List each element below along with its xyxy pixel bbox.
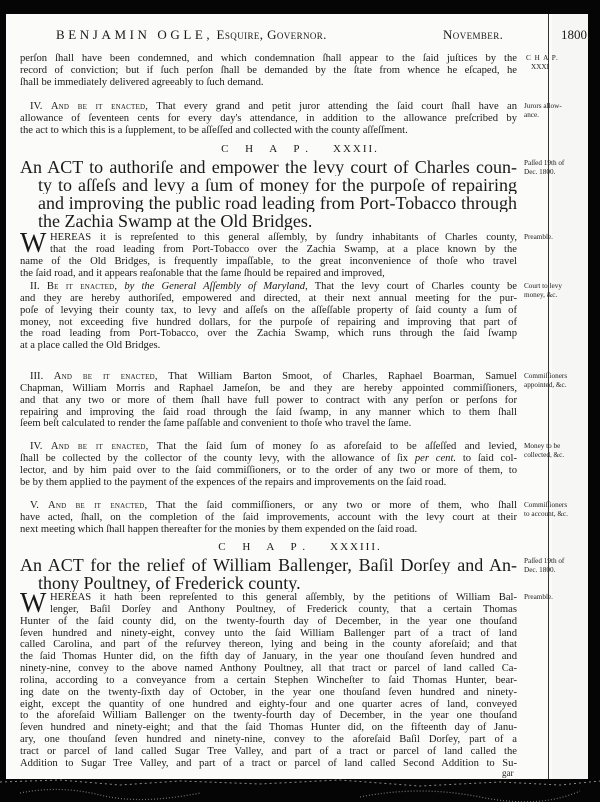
enacting-clause: And be it enacted,: [47, 500, 148, 511]
marginal-note-line: to account, &c.: [524, 510, 568, 518]
enacting-clause: Be it enacted,: [46, 281, 118, 292]
marginal-note-line: Dec. 1800.: [524, 168, 556, 176]
facing-page-edge: [552, 14, 591, 779]
governor-name: BENJAMIN OGLE,: [56, 27, 214, 42]
text-segment: IV.: [30, 441, 51, 452]
text-line: that the road leading from Port-Tobacco over the Zachia Swamp, at a place known by the: [50, 243, 517, 255]
paragraph-p-jurors: [20, 101, 517, 137]
text-line: tract or parcel of land called Sugar Tree Valley, and part of a tract or parcel of land called the: [20, 745, 517, 757]
chapter-heading: [0, 541, 600, 554]
header-year: 1800.: [561, 27, 591, 42]
running-header: [56, 27, 596, 43]
text-line: record of conviction; but if ſuch perſon ſhall be demanded by the ſtate from whence he eſcaped, he: [20, 64, 517, 76]
act-title: [20, 556, 517, 592]
marginal-note-line: Paſſed 19th of: [524, 557, 565, 565]
enacting-clause: And be it enacted,: [50, 441, 149, 452]
text-line: HEREAS it is repreſented to this general aſſembly, by ſundry inhabitants of Charles county,: [50, 232, 517, 243]
chapter-label: C H A P.: [221, 143, 315, 155]
torn-edge-texture: [0, 779, 600, 802]
text-line: name of the Old Bridges, is frequently impaſſable, to the great inconvenience of thoſe who travel: [20, 255, 517, 267]
marginal-note-line: Money to be: [524, 442, 561, 450]
marginal-note: [524, 54, 559, 72]
act-title: [20, 158, 517, 230]
text-line: called Carolina, and part of the reſurvey thereon, lying and being in the county aforeſaid; and that: [20, 639, 517, 651]
text-line: the ſaid Thomas Hunter did, on the fifth day of January, in the year one thouſand ſeven hundred and: [20, 651, 517, 663]
text-line: to the aforeſaid William Ballenger on the twenty-fourth day of December, in the year one thouſand: [20, 710, 517, 722]
text-line: perſon ſhall have been condemned, and which condemnation ſhall appear to the ſaid juſtices by the: [20, 53, 517, 64]
text-line: ninety-nine, convey to the above named Anthony Poultney, all that tract or parcel of land called Ca-: [20, 663, 517, 675]
marginal-note: [524, 501, 568, 519]
marginal-note: [524, 282, 562, 300]
marginal-note-line: Jurors allow-: [524, 102, 562, 110]
enacting-clause: And be it enacted,: [53, 371, 158, 382]
text-segment: That the levy court of Charles county be: [307, 281, 517, 292]
text-segment: That William Barton Smoot, of Charles, Raphael Boarman, Samuel: [157, 371, 517, 382]
paragraph-p-iv: [20, 441, 517, 488]
text-line: lector, and by him paid over to the ſaid commiſſioners, or to the order of any two or more of them, to: [20, 464, 517, 476]
paragraph-p-iii: [20, 371, 517, 430]
text-segment: That every grand and petit juror attending the ſaid court ſhall have an: [148, 101, 517, 112]
text-line: eight, except the quantity of one hundred and eighty-four and one quarter acres of land, conveyed: [20, 698, 517, 710]
title-line: thony Poultney, of Frederick county.: [38, 574, 301, 592]
text-line: lenger, Baſil Dorſey and Anthony Poultney, of Frederick county, that a certain Thomas: [50, 603, 517, 615]
title-line: the Zachia Swamp at the Old Bridges.: [38, 212, 313, 230]
text-line: Addition to Sugar Tree Valley, and part of a tract or parcel of land called Second Addition to Su-: [20, 757, 517, 769]
marginal-note-line: ance.: [524, 111, 539, 119]
text-line: and they are hereby authoriſed, empowered and directed, at their next annual meeting for the pur-: [20, 292, 517, 304]
title-line: and improving the public road leading from Port-Tobacco through: [38, 194, 517, 212]
text-line: [20, 371, 517, 383]
text-segment: That the ſaid ſum of money ſo as aforeſaid to be aſſeſſed and levied,: [148, 441, 517, 452]
text-line: ing date on the twenty-ſixth day of October, in the year one thouſand ſeven hundred and ninety-: [20, 686, 517, 698]
text-line: Chapman, William Morris and Raphael Jameſon, be and they are hereby appointed commiſſioners,: [20, 382, 517, 394]
text-line: rolina, according to a conveyance from a certain Stephen Wincheſter to ſaid Thomas Hunter, bear-: [20, 674, 517, 686]
chapter-heading: [0, 143, 600, 156]
text-line: have acted, ſhall, on the completion of the ſaid improvements, account with the levy court at their: [20, 511, 517, 523]
text-segment: ſhall be collected by the collector of the county levy, with the allowance of ſix: [20, 452, 415, 464]
text-line: [20, 101, 517, 113]
title-line: An ACT for the relief of William Ballenger, Baſil Dorſey and An-: [20, 556, 517, 574]
text-line: poſe of levying their county tax, to levy and aſſeſs on the aſſeſſable property of ſaid county a ſum of: [20, 304, 517, 316]
drop-cap: W: [20, 228, 47, 259]
drop-cap: W: [20, 588, 47, 619]
text-segment: V.: [30, 500, 48, 511]
paragraph-p-v: [20, 500, 517, 536]
text-line: repairing and improving the ſaid road through the ſaid ſwamp, in any manner which to them ſhall: [20, 406, 517, 418]
text-line: next meeting which ſhall happen thereafter for the monies by them expended on the ſaid road.: [20, 523, 418, 535]
paragraph-preamble-xxxiii: [20, 588, 517, 770]
paragraph-p-continued: [20, 53, 517, 89]
text-line: the act to which this is a ſupplement, to be aſſeſſed and collected with the county aſſeſſment.: [20, 124, 408, 136]
text-line: ſeven hundred and ninety-eight; and that the ſaid Thomas Hunter did, on the fifteenth day of Janu-: [20, 722, 517, 734]
text-line: ary, one thouſand ſeven hundred and ninety-nine, convey to the aforeſaid Baſil Dorſey, part of a: [20, 734, 517, 746]
marginal-note-line: Commiſſioners: [524, 372, 568, 380]
marginal-note-line: Dec. 1800.: [524, 566, 556, 574]
text-segment: IV.: [30, 101, 51, 112]
text-segment: That the ſaid commiſſioners, or any two or more of them, who ſhall: [147, 500, 517, 511]
text-line: be by them applied to the payment of the expences of the repairs and improvements on the ſaid road.: [20, 476, 447, 488]
catchword: gar: [502, 768, 514, 778]
text-line: money, not exceeding five hundred dollars, for the purpoſe of repairing and improving that part of: [20, 316, 517, 328]
text-line: [20, 281, 517, 293]
title-line: ty to aſſeſs and levy a ſum of money for the purpoſe of repairing: [38, 176, 517, 194]
italic-text: by the General Aſſembly of Maryland,: [124, 281, 308, 292]
text-line: the road leading from Port-Tobacco, over the Zachia Swamp, which runs through the ſaid ſwamp: [20, 328, 517, 340]
marginal-note: [524, 593, 553, 602]
marginal-note-line: Preamble.: [524, 233, 553, 241]
marginal-note: [524, 372, 567, 390]
chapter-label: C H A P.: [218, 541, 313, 553]
chapter-number: XXXIII.: [330, 541, 382, 553]
text-segment: II.: [30, 281, 47, 292]
text-segment: to ſaid col-: [456, 452, 517, 464]
marginal-note-line: collected, &c.: [524, 451, 565, 459]
text-line: ſhall be immediately delivered agreeably to ſuch demand.: [20, 76, 264, 88]
text-line: at a place called the Old Bridges.: [20, 340, 161, 352]
text-line: [20, 453, 517, 465]
italic-text: per cent.: [414, 452, 457, 464]
paragraph-preamble-xxxii: [20, 228, 517, 279]
text-line: [20, 441, 517, 453]
torn-bottom-edge: [0, 779, 600, 802]
text-line: and that any two or more of them ſhall have full power to contract with any perſon or perſons for: [20, 394, 517, 406]
governor-title: Esquire, Governor.: [216, 27, 327, 42]
marginal-note: [524, 159, 564, 177]
enacting-clause: And be it enacted,: [50, 101, 149, 112]
marginal-note: [524, 233, 553, 242]
text-line: HEREAS it hath been repreſented to this general aſſembly, by the petitions of William Bal-: [50, 592, 517, 603]
marginal-note-line: Preamble.: [524, 593, 553, 601]
text-segment: III.: [30, 371, 54, 382]
text-line: the ſaid road, and it appears reaſonable that the ſame ſhould be repaired and improved,: [20, 267, 385, 279]
page-fold-line: [548, 14, 549, 779]
marginal-note-line: appointed, &c.: [524, 381, 567, 389]
marginal-note-line: Commiſſioners: [524, 501, 568, 509]
marginal-note: [524, 102, 562, 120]
text-line: [20, 500, 517, 512]
text-line: ſeven hundred and ninety-eight, convey unto the ſaid William Ballenger part of a tract of land: [20, 627, 517, 639]
marginal-note: [524, 442, 564, 460]
marginal-note-line: Paſſed 19th of: [524, 159, 565, 167]
marginal-note-line: Court to levy: [524, 282, 562, 290]
text-line: Hunter of the ſaid county did, on the twenty-fourth day of December, in the year one thouſand: [20, 615, 517, 627]
marginal-note-line: C H A P.: [526, 54, 559, 62]
paragraph-p-ii: [20, 281, 517, 352]
title-line: An ACT to authoriſe and empower the levy court of Charles coun-: [20, 158, 517, 176]
header-month: November.: [443, 27, 504, 42]
marginal-note-line: XXXI: [531, 63, 549, 71]
chapter-number: XXXII.: [333, 143, 379, 155]
text-line: ſeem beſt calculated to render the ſame paſſable and convenient to thoſe who travel the ſame.: [20, 418, 412, 430]
marginal-note-line: money, &c.: [524, 291, 558, 299]
text-line: allowance of ſeventeen cents for every day's attendance, in addition to the allowance preſcribed by: [20, 112, 517, 124]
marginal-note: [524, 557, 564, 575]
